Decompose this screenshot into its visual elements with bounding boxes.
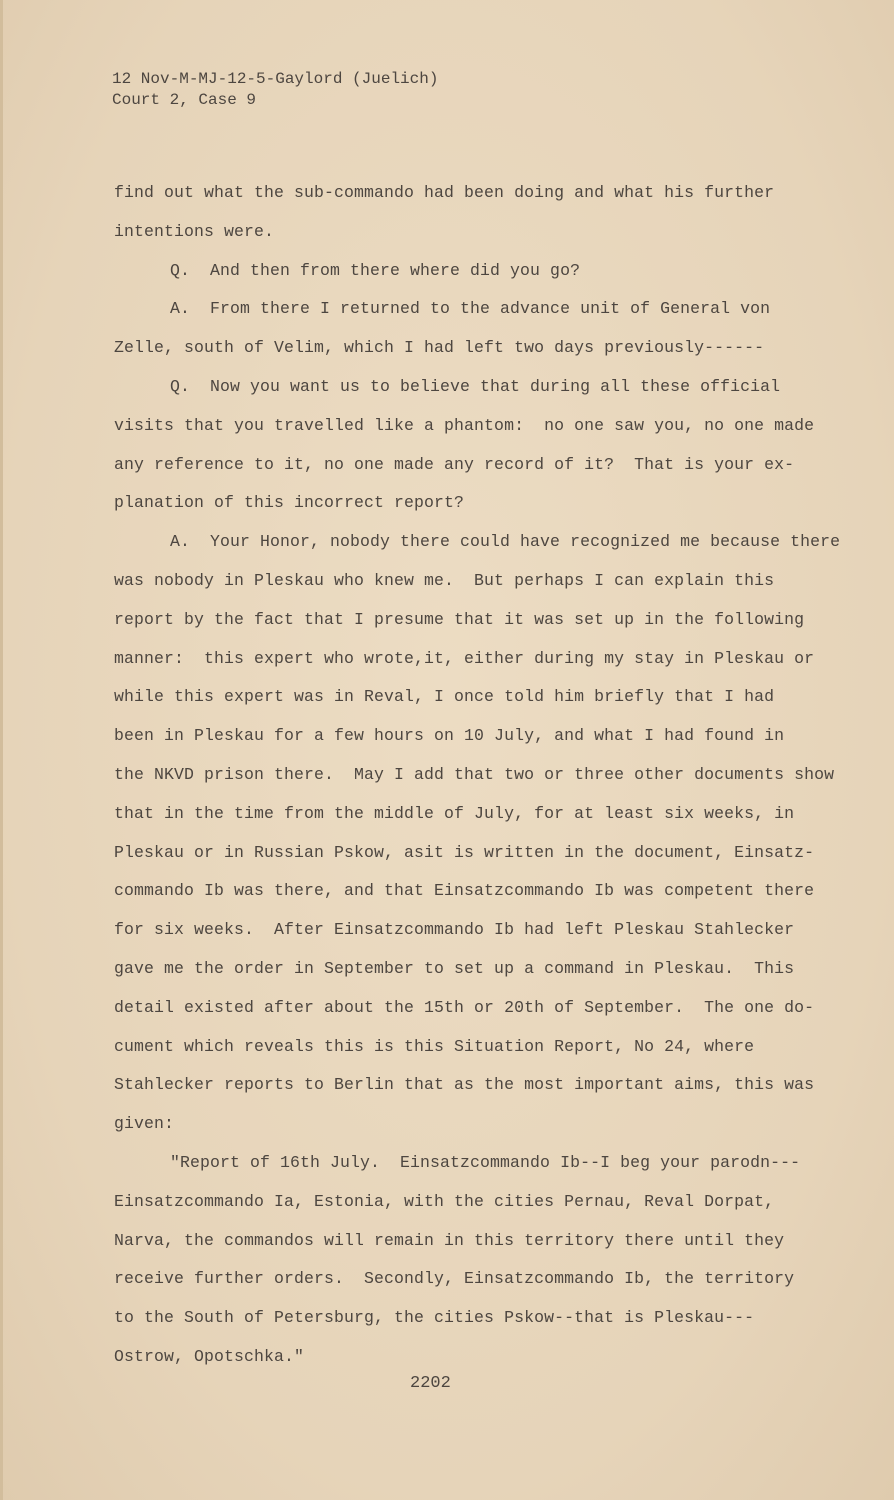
text-line: intentions were. (114, 221, 275, 241)
text-line: for six weeks. After Einsatzcommando Ib had left Pleskau Stahlecker (114, 920, 795, 940)
answer-line: A. From there I returned to the advance unit of General von (170, 299, 771, 319)
header-case-line: 12 Nov-M-MJ-12-5-Gaylord (Juelich) (112, 70, 439, 88)
quote-line: "Report of 16th July. Einsatzcommando Ib--I beg your parodn--- (170, 1153, 801, 1172)
text-line: manner: this expert who wrote,it, either during my stay in Pleskau or (114, 648, 815, 668)
answer-line: A. Your Honor, nobody there could have recognized me because there (170, 532, 841, 552)
text-line: Ostrow, Opotschka." (114, 1347, 305, 1366)
question-line: Q. Now you want us to believe that during all these official (170, 377, 781, 396)
text-line: find out what the sub-commando had been doing and what his further (114, 183, 775, 202)
text-line: report by the fact that I presume that it was set up in the following (114, 609, 805, 629)
text-line: Pleskau or in Russian Pskow, asit is written in the document, Einsatz- (114, 842, 815, 862)
text-line: cument which reveals this is this Situation Report, No 24, where (114, 1036, 755, 1056)
text-line: the NKVD prison there. May I add that two or three other documents show (114, 765, 835, 784)
text-line: Einsatzcommando Ia, Estonia, with the cities Pernau, Reval Dorpat, (114, 1191, 775, 1211)
text-line: visits that you travelled like a phantom: no one saw you, no one made (114, 415, 815, 435)
text-line: to the South of Petersburg, the cities Pskow--that is Pleskau--- (114, 1308, 755, 1328)
page-edge (0, 0, 3, 1500)
text-line: any reference to it, no one made any record of it? That is your ex- (114, 454, 795, 474)
text-line: Zelle, south of Velim, which I had left two days previously------ (114, 338, 765, 358)
text-line: that in the time from the middle of July, for at least six weeks, in (114, 803, 795, 823)
text-line: planation of this incorrect report? (114, 493, 465, 513)
question-line: Q. And then from there where did you go? (170, 260, 581, 280)
text-line: Stahlecker reports to Berlin that as the most important aims, this was (114, 1075, 815, 1095)
text-line: detail existed after about the 15th or 20th of September. The one do- (114, 997, 815, 1017)
text-line: commando Ib was there, and that Einsatzcommando Ib was competent there (114, 881, 815, 901)
text-line: given: (114, 1114, 175, 1134)
text-line: while this expert was in Reval, I once told him briefly that I had (114, 687, 775, 707)
text-line: gave me the order in September to set up a command in Pleskau. This (114, 959, 795, 978)
page-number: 2202 (410, 1374, 451, 1393)
text-line: Narva, the commandos will remain in this territory there until they (114, 1230, 785, 1250)
text-line: was nobody in Pleskau who knew me. But perhaps I can explain this (114, 571, 775, 590)
header-court-line: Court 2, Case 9 (112, 91, 257, 109)
text-line: been in Pleskau for a few hours on 10 July, and what I had found in (114, 726, 785, 746)
text-line: receive further orders. Secondly, Einsatzcommando Ib, the territory (114, 1269, 795, 1289)
